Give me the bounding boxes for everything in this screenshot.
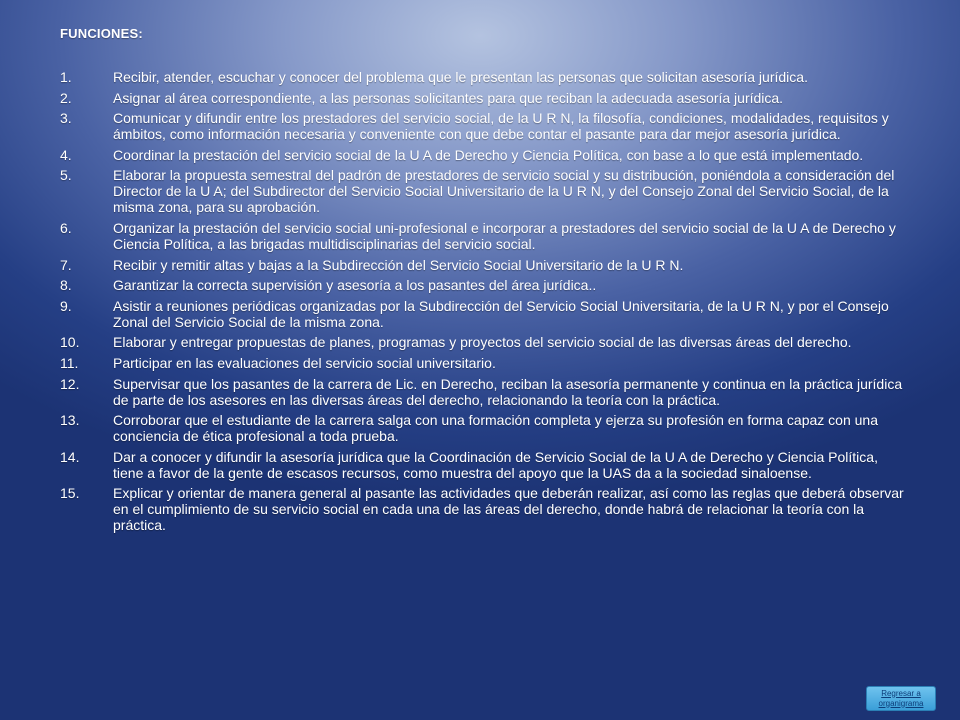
item-number: 9. xyxy=(60,297,72,314)
item-number: 14. xyxy=(60,448,80,465)
item-text: Recibir y remitir altas y bajas a la Subdirección del Servicio Social Universitario de la U R N. xyxy=(113,256,684,273)
item-number: 2. xyxy=(60,89,72,106)
list-item xyxy=(60,334,905,350)
item-text: Organizar la prestación del servicio social uni-profesional e incorporar a prestadores del servicio social de la U A de Derecho y Ciencia Política, a las brigadas multidisciplinarias del servicio social. xyxy=(113,219,896,252)
item-text: Explicar y orientar de manera general al pasante las actividades que deberán realizar, así como las reglas que deberá observar en el cumplimiento de su servicio social en cada una de las áreas del derecho, donde habrá de relacionar la teoría con la práctica. xyxy=(113,485,904,534)
item-number: 7. xyxy=(60,256,72,273)
back-to-org-chart-button[interactable] xyxy=(866,686,936,711)
list-item xyxy=(60,147,905,163)
back-button-line1: Regresar a xyxy=(881,688,921,698)
item-text: Garantizar la correcta supervisión y asesoría a los pasantes del área jurídica.. xyxy=(113,277,597,294)
item-text: Coordinar la prestación del servicio social de la U A de Derecho y Ciencia Política, con base a lo que está implementado. xyxy=(113,146,864,163)
item-text: Recibir, atender, escuchar y conocer del problema que le presentan las personas que solicitan asesoría jurídica. xyxy=(113,69,808,85)
item-text: Supervisar que los pasantes de la carrera de Lic. en Derecho, reciban la asesoría permanente y continua en la práctica jurídica de parte de los asesores en las diversas áreas del derecho, relacionando la teoría con la práctica. xyxy=(113,375,903,408)
list-item xyxy=(60,376,905,408)
list-item xyxy=(60,110,905,142)
item-text: Asistir a reuniones periódicas organizadas por la Subdirección del Servicio Social Universitaria, de la U R N, y por el Consejo Zonal del Servicio Social de la misma zona. xyxy=(113,297,889,330)
list-item xyxy=(60,277,905,293)
functions-list xyxy=(60,69,905,538)
list-item xyxy=(60,298,905,330)
item-number: 12. xyxy=(60,375,80,392)
item-text: Dar a conocer y difundir la asesoría jurídica que la Coordinación de Servicio Social de la U A de Derecho y Ciencia Política, tiene a favor de la gente de escasos recursos, como muestra del apoyo que la UAS da a la sociedad sinaloense. xyxy=(113,448,878,481)
item-text: Corroborar que el estudiante de la carrera salga con una formación completa y ejerza su profesión en forma capaz con una conciencia de ética profesional a toda prueba. xyxy=(113,412,878,445)
list-item xyxy=(60,355,905,371)
list-item xyxy=(60,90,905,106)
list-item xyxy=(60,449,905,481)
list-item xyxy=(60,412,905,444)
page-title: FUNCIONES: xyxy=(60,26,143,41)
item-number: 11. xyxy=(60,354,79,371)
item-number: 15. xyxy=(60,485,80,502)
item-text: Participar en las evaluaciones del servicio social universitario. xyxy=(113,354,496,371)
item-number: 6. xyxy=(60,219,72,236)
list-item xyxy=(60,69,905,85)
item-number: 4. xyxy=(60,146,72,163)
item-number: 13. xyxy=(60,412,80,429)
item-number: 8. xyxy=(60,277,72,294)
list-item xyxy=(60,220,905,252)
item-number: 5. xyxy=(60,167,72,184)
item-number: 3. xyxy=(60,110,72,127)
back-button-line2: organigrama xyxy=(878,698,924,708)
list-item xyxy=(60,485,905,533)
item-number: 10. xyxy=(60,334,80,351)
item-text: Asignar al área correspondiente, a las personas solicitantes para que reciban la adecuada asesoría jurídica. xyxy=(113,89,784,106)
item-text: Comunicar y difundir entre los prestadores del servicio social, de la U R N, la filosofía, condiciones, modalidades, requisitos y ámbitos, como información necesaria y conveniente con que debe contar el pasante para dar mejor asesoría jurídica. xyxy=(113,110,889,143)
list-item xyxy=(60,257,905,273)
item-number: 1. xyxy=(60,69,72,85)
list-item xyxy=(60,167,905,215)
item-text: Elaborar la propuesta semestral del padrón de prestadores de servicio social y su distribución, poniéndola a consideración del Director de la U A; del Subdirector del Servicio Social Universitario de la U R N, y del Consejo Zonal del Servicio Social, de la misma zona, para su aprobación. xyxy=(113,167,895,216)
item-text: Elaborar y entregar propuestas de planes, programas y proyectos del servicio social de las diversas áreas del derecho. xyxy=(113,334,852,351)
